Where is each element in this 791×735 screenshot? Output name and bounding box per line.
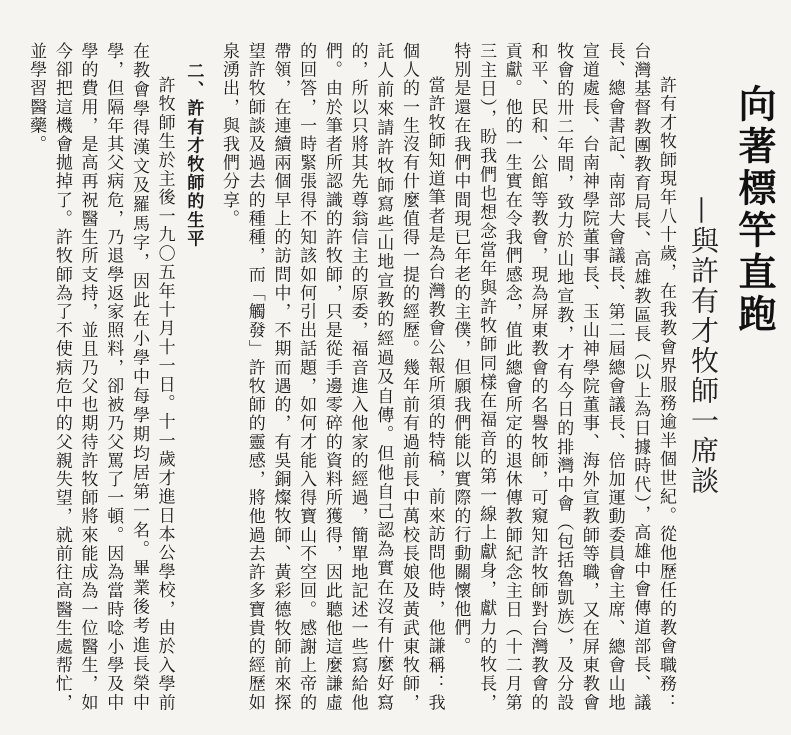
article-title: 向著標竿直跑 <box>732 84 776 336</box>
section-heading: 二、許有才牧師的生平 <box>183 62 204 249</box>
paragraph-biography: 許牧師生於主後一九〇五年十月十一日。十一歲才進日本公學校，由於入學前在教會學得漢文及羅馬字，因此在小學中每學期均居第一名。畢業後考進長榮中學，但隔年其父病危，乃退學返家照料，卻被乃父罵了一頓。因為當時唸小學及中學的費用，是高再祝醫生所支持，並且乃父也期待許牧師將來能成為一位醫生，如今卻把這機會拋掉了。許牧師為了不使病危中的父親失望，就前往高醫生處帮忙，並學習醫藥。 <box>26 42 175 712</box>
article-subtitle: —與許有才牧師一席談 <box>687 196 720 496</box>
article-body <box>20 42 678 712</box>
paragraph-interview: 當許牧師知道筆者是為台灣教會公報所須的特稿，前來訪問他時，他謙稱：我個人的一生沒有什麼值得一提的經歷。幾年前有過前長中萬校長娘及黃武東牧師，託人前來請許牧師寫些山地宣教的經過及自傳。但他自己認為實在沒有什麼好寫的，所以只將其先尊翁信主的原委，福音進入他家的經過，簡單地記述一些寫給他們。由於筆者所認識的許牧師，只是從手邊零碎的資料所獲得，因此聽他這麼謙虛的回答，一時緊張得不知該如何引出話題，如何才能入得寶山不空回。感謝上帝的帶領，在連續兩個早上的訪問中，不期而遇的，有吳銅燦牧師、黃彩德牧師前來探望許牧師談及過去的種種，而「觸發」許牧師的靈感，將他過去許多寶貴的經歷如泉湧出，與我們分享。 <box>219 42 445 712</box>
paragraph-intro: 許有才牧師現年八十歲，在我教會界服務逾半個世紀。從他歷任的教會職務：台灣基督教團教育局長、高雄教區長（以上為日據時代），高雄中會傳道部長、議長、總會書記、南部大會議長、第二屆總會議長、倍加運動委員會主席、總會山地宣道處長、台南神學院董事長、玉山神學院董事、海外宣教師等職，又在屏東教會牧會的卅二年間，致力於山地宣教，才有今日的排灣中會（包括魯凱族），及分設和平、民和、公館等教會，現為屏東教會的名譽牧師，可窺知許牧師對台灣教會的貢獻。他的一生實在令我們感念，值此總會所定的退休傳教師紀念主日（十二月第三主日），盼我們也想念當年與許牧師同樣在福音的第一線上獻身，獻力的牧長，特別是還在我們中間現已年老的主僕，但願我們能以實際的行動關懷他們。 <box>450 42 676 712</box>
